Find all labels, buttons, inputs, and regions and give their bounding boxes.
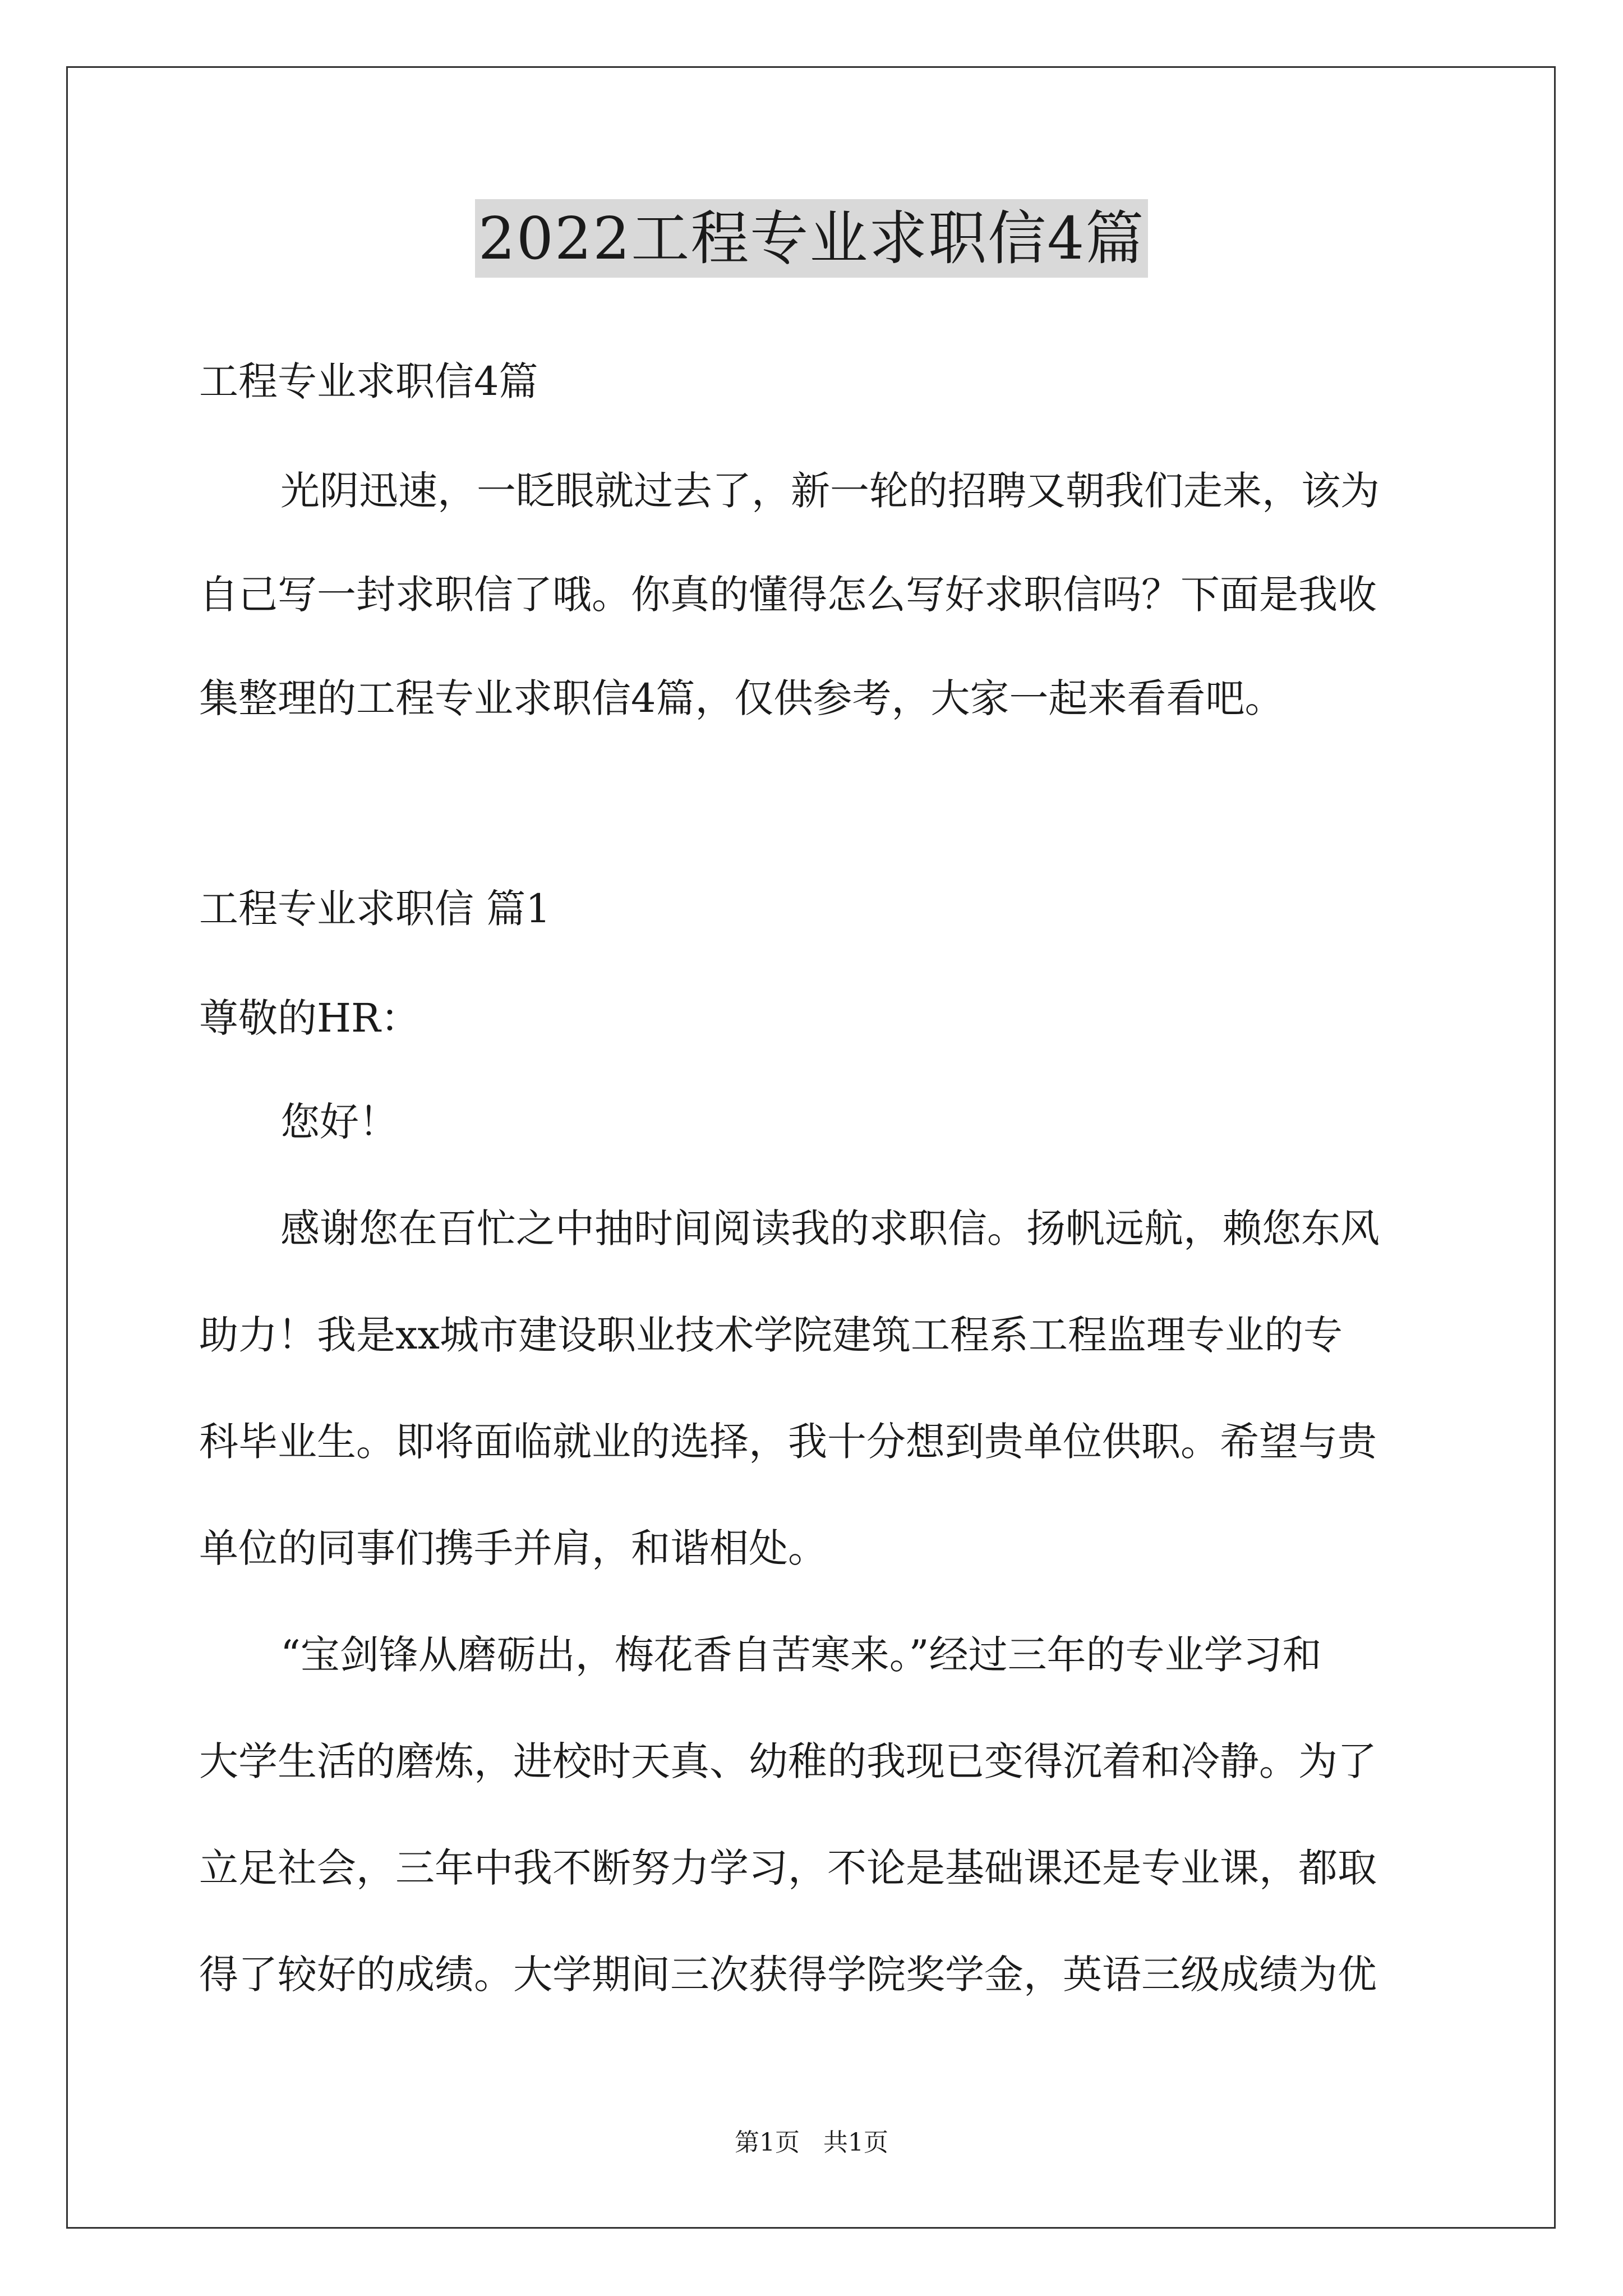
paragraph2-line-1: “宝剑锋从磨砺出，梅花香自苦寒来。”经过三年的专业学习和: [280, 1632, 1322, 1678]
paragraph1-line-1: 感谢您在百忙之中抽时间阅读我的求职信。扬帆远航，赖您东风: [280, 1205, 1380, 1251]
intro-line-1: 光阴迅速，一眨眼就过去了，新一轮的招聘又朝我们走来，该为: [280, 468, 1380, 514]
paragraph1-line-2: 助力！我是xx城市建设职业技术学院建筑工程系工程监理专业的专: [199, 1312, 1343, 1358]
document-title: 2022工程专业求职信4篇: [475, 199, 1149, 278]
salutation: 尊敬的HR：: [199, 995, 420, 1041]
section-heading: 工程专业求职信 篇1: [199, 886, 551, 932]
document-subtitle: 工程专业求职信4篇: [199, 358, 538, 404]
paragraph1-line-3: 科毕业生。即将面临就业的选择，我十分想到贵单位供职。希望与贵: [199, 1419, 1377, 1465]
paragraph1-line-4: 单位的同事们携手并肩，和谐相处。: [199, 1525, 827, 1571]
intro-line-3: 集整理的工程专业求职信4篇，仅供参考，大家一起来看看吧。: [199, 675, 1284, 721]
paragraph2-line-2: 大学生活的磨炼，进校时天真、幼稚的我现已变得沉着和冷静。为了: [199, 1738, 1377, 1784]
greeting: 您好！: [280, 1099, 398, 1145]
paragraph2-line-4: 得了较好的成绩。大学期间三次获得学院奖学金，英语三级成绩为优: [199, 1952, 1377, 1998]
paragraph2-line-3: 立足社会，三年中我不断努力学习，不论是基础课还是专业课，都取: [199, 1845, 1377, 1891]
page-number: 第1页 共1页: [735, 2128, 888, 2157]
intro-line-2: 自己写一封求职信了哦。你真的懂得怎么写好求职信吗？下面是我收: [199, 572, 1377, 618]
page-footer: [0, 2126, 1623, 2160]
title-container: [0, 199, 1623, 278]
